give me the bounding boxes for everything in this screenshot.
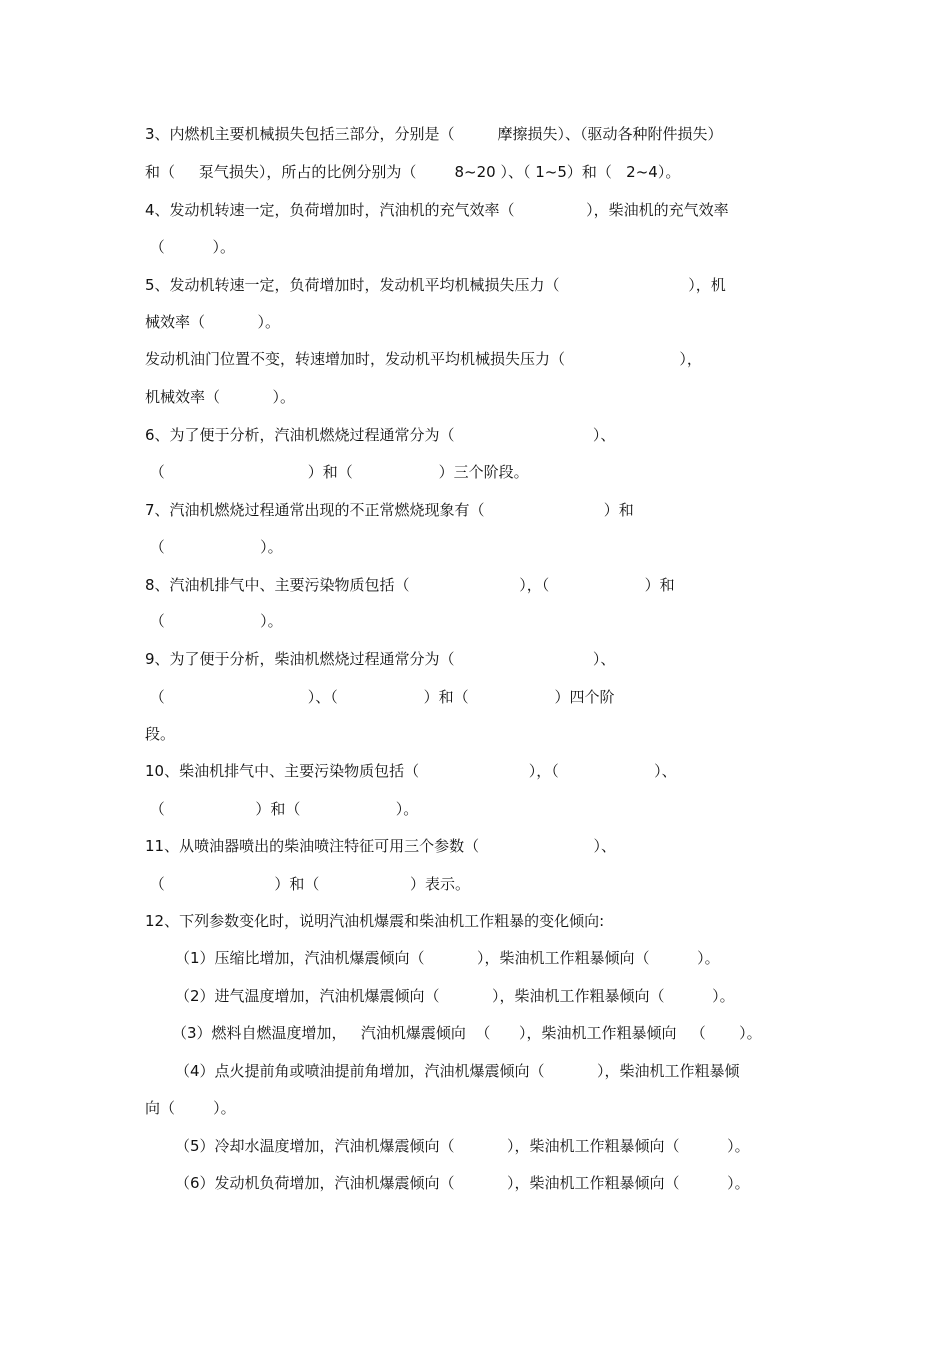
q12-item2: （2）进气温度增加，汽油机爆震倾向（ ），柴油机工作粗暴倾向（ ）。: [175, 987, 735, 1005]
q5-line2: 械效率（ ）。: [145, 313, 280, 331]
q6-line1: 6、为了便于分析，汽油机燃烧过程通常分为（ ）、: [145, 426, 616, 444]
q11-line1: 11、从喷油器喷出的柴油喷注特征可用三个参数（ ）、: [145, 837, 617, 855]
q8-line1: 8、汽油机排气中、主要污染物质包括（ ），（ ）和: [145, 576, 675, 594]
q8-line2: （ ）。: [145, 612, 283, 630]
q12-item6: （6）发动机负荷增加，汽油机爆震倾向（ ），柴油机工作粗暴倾向（ ）。: [175, 1174, 750, 1192]
q4-line1: 4、发动机转速一定，负荷增加时，汽油机的充气效率（ ），柴油机的充气效率: [145, 201, 729, 219]
q12-heading: 12、下列参数变化时，说明汽油机爆震和柴油机工作粗暴的变化倾向:: [145, 912, 605, 930]
q10-line2: （ ）和（ ）。: [145, 800, 419, 818]
q12-item4-line1: （4）点火提前角或喷油提前角增加，汽油机爆震倾向（ ），柴油机工作粗暴倾: [175, 1062, 740, 1080]
q5-line1: 5、发动机转速一定，负荷增加时，发动机平均机械损失压力（ ），机: [145, 276, 726, 294]
q9-line1: 9、为了便于分析，柴油机燃烧过程通常分为（ ）、: [145, 650, 616, 668]
q12-item5: （5）冷却水温度增加，汽油机爆震倾向（ ），柴油机工作粗暴倾向（ ）。: [175, 1137, 750, 1155]
q12-item4-line2: 向（ ）。: [145, 1099, 236, 1117]
q11-line2: （ ）和（ ）表示。: [145, 875, 471, 893]
q5-line3: 发动机油门位置不变，转速增加时，发动机平均机械损失压力（ ），: [145, 350, 702, 368]
q12-item3: （3）燃料自燃温度增加， 汽油机爆震倾向 （ ），柴油机工作粗暴倾向 （ ）。: [172, 1024, 762, 1042]
q3-line1: 3、内燃机主要机械损失包括三部分，分别是（ 摩擦损失）、（驱动各种附件损失）: [145, 125, 723, 143]
q4-line2: （ ）。: [145, 238, 235, 256]
q9-line2: （ ）、（ ）和（ ）四个阶: [145, 688, 615, 706]
q3-line2: 和（ 泵气损失），所占的比例分别为（ 8~20 ）、（ 1~5）和（ 2~4）。: [145, 163, 681, 181]
q5-line4: 机械效率（ ）。: [145, 388, 295, 406]
q6-line2: （ ）和（ ）三个阶段。: [145, 463, 529, 481]
q10-line1: 10、柴油机排气中、主要污染物质包括（ ），（ ）、: [145, 762, 677, 780]
q9-line3: 段。: [145, 725, 176, 743]
q7-line2: （ ）。: [145, 538, 283, 556]
q12-item1: （1）压缩比增加，汽油机爆震倾向（ ），柴油机工作粗暴倾向（ ）。: [175, 949, 720, 967]
q7-line1: 7、汽油机燃烧过程通常出现的不正常燃烧现象有（ ）和: [145, 501, 634, 519]
